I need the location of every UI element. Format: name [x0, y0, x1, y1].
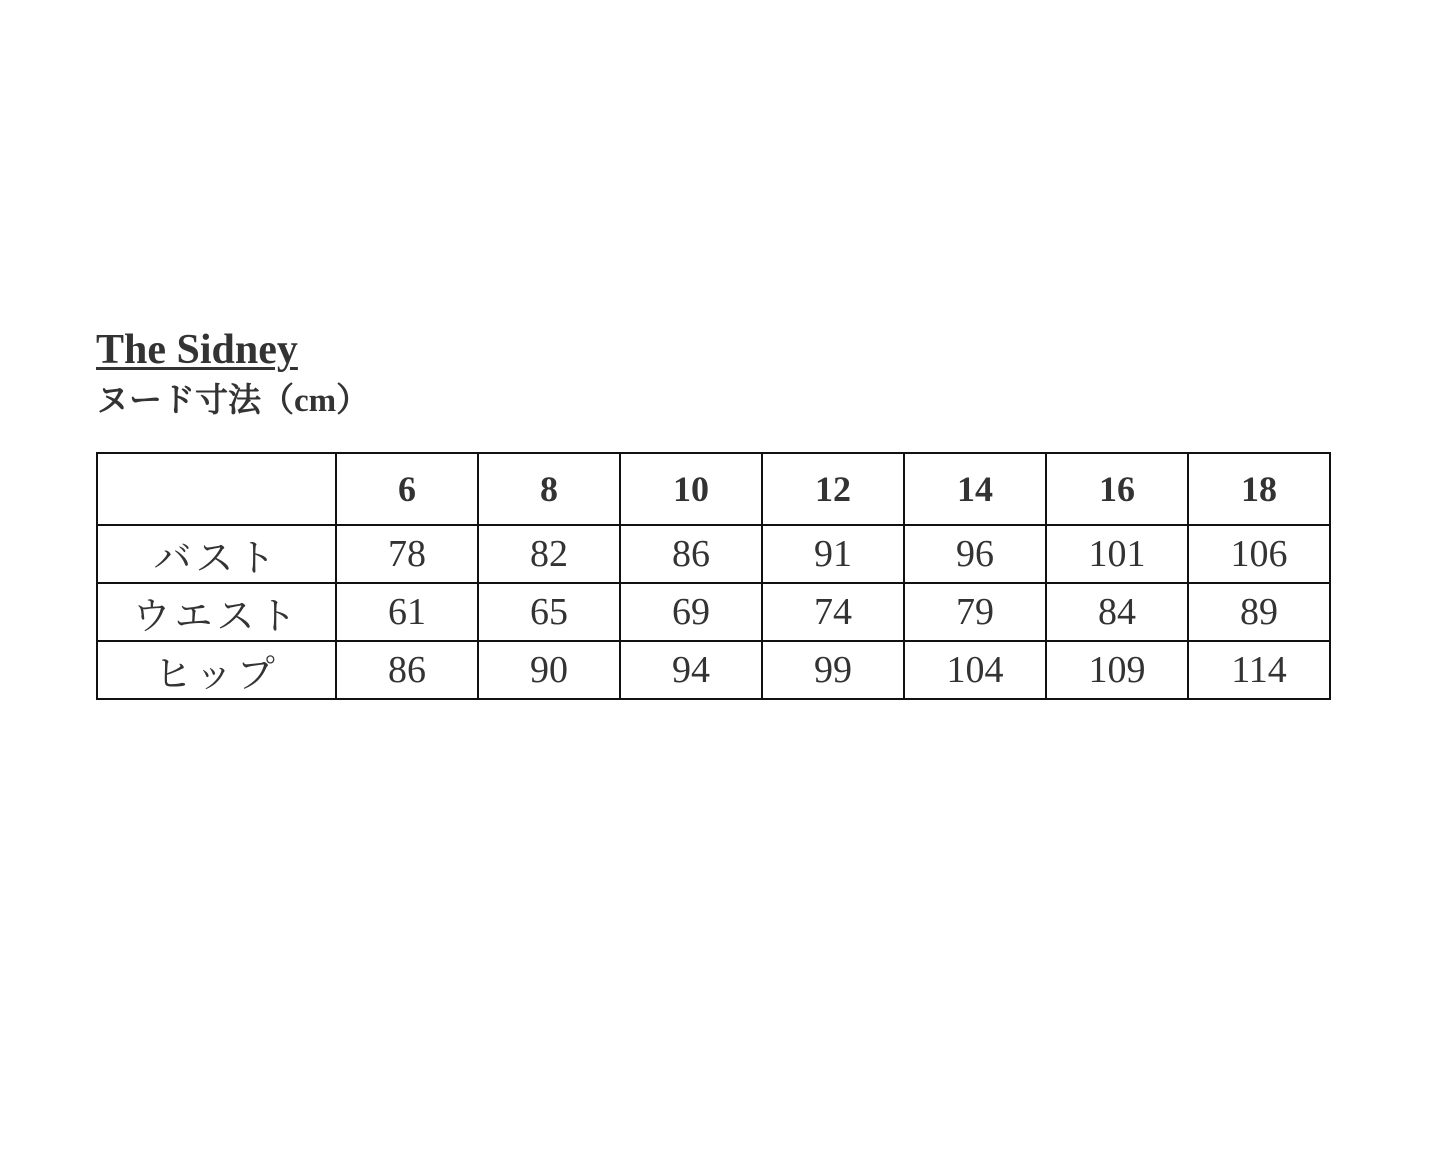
table-cell: 90 — [478, 641, 620, 699]
size-header-cell: 6 — [336, 453, 478, 525]
table-cell: 99 — [762, 641, 904, 699]
table-cell: 94 — [620, 641, 762, 699]
table-cell: 69 — [620, 583, 762, 641]
table-cell: 101 — [1046, 525, 1188, 583]
size-header-cell: 14 — [904, 453, 1046, 525]
document-subtitle: ヌード寸法（cm） — [96, 383, 370, 419]
size-header-cell: 16 — [1046, 453, 1188, 525]
table-cell: 96 — [904, 525, 1046, 583]
document-title: The Sidney — [96, 327, 298, 373]
table-cell: 114 — [1188, 641, 1330, 699]
table-cell: 84 — [1046, 583, 1188, 641]
table-row — [97, 641, 1330, 699]
table-cell: 104 — [904, 641, 1046, 699]
table-header-row — [97, 453, 1330, 525]
table-cell: 106 — [1188, 525, 1330, 583]
table-cell: 74 — [762, 583, 904, 641]
size-chart-table — [96, 452, 1331, 700]
size-header-cell: 10 — [620, 453, 762, 525]
table-cell: 65 — [478, 583, 620, 641]
table-cell: 86 — [620, 525, 762, 583]
table-cell: 86 — [336, 641, 478, 699]
size-header-cell: 18 — [1188, 453, 1330, 525]
row-label-hip: ヒップ — [97, 641, 336, 699]
table-row — [97, 525, 1330, 583]
table-cell: 78 — [336, 525, 478, 583]
table-cell: 91 — [762, 525, 904, 583]
table-cell: 79 — [904, 583, 1046, 641]
table-corner-cell — [97, 453, 336, 525]
table-cell: 82 — [478, 525, 620, 583]
table-cell: 89 — [1188, 583, 1330, 641]
row-label-waist: ウエスト — [97, 583, 336, 641]
table-cell: 61 — [336, 583, 478, 641]
table-row — [97, 583, 1330, 641]
size-header-cell: 8 — [478, 453, 620, 525]
table-cell: 109 — [1046, 641, 1188, 699]
row-label-bust: バスト — [97, 525, 336, 583]
size-header-cell: 12 — [762, 453, 904, 525]
